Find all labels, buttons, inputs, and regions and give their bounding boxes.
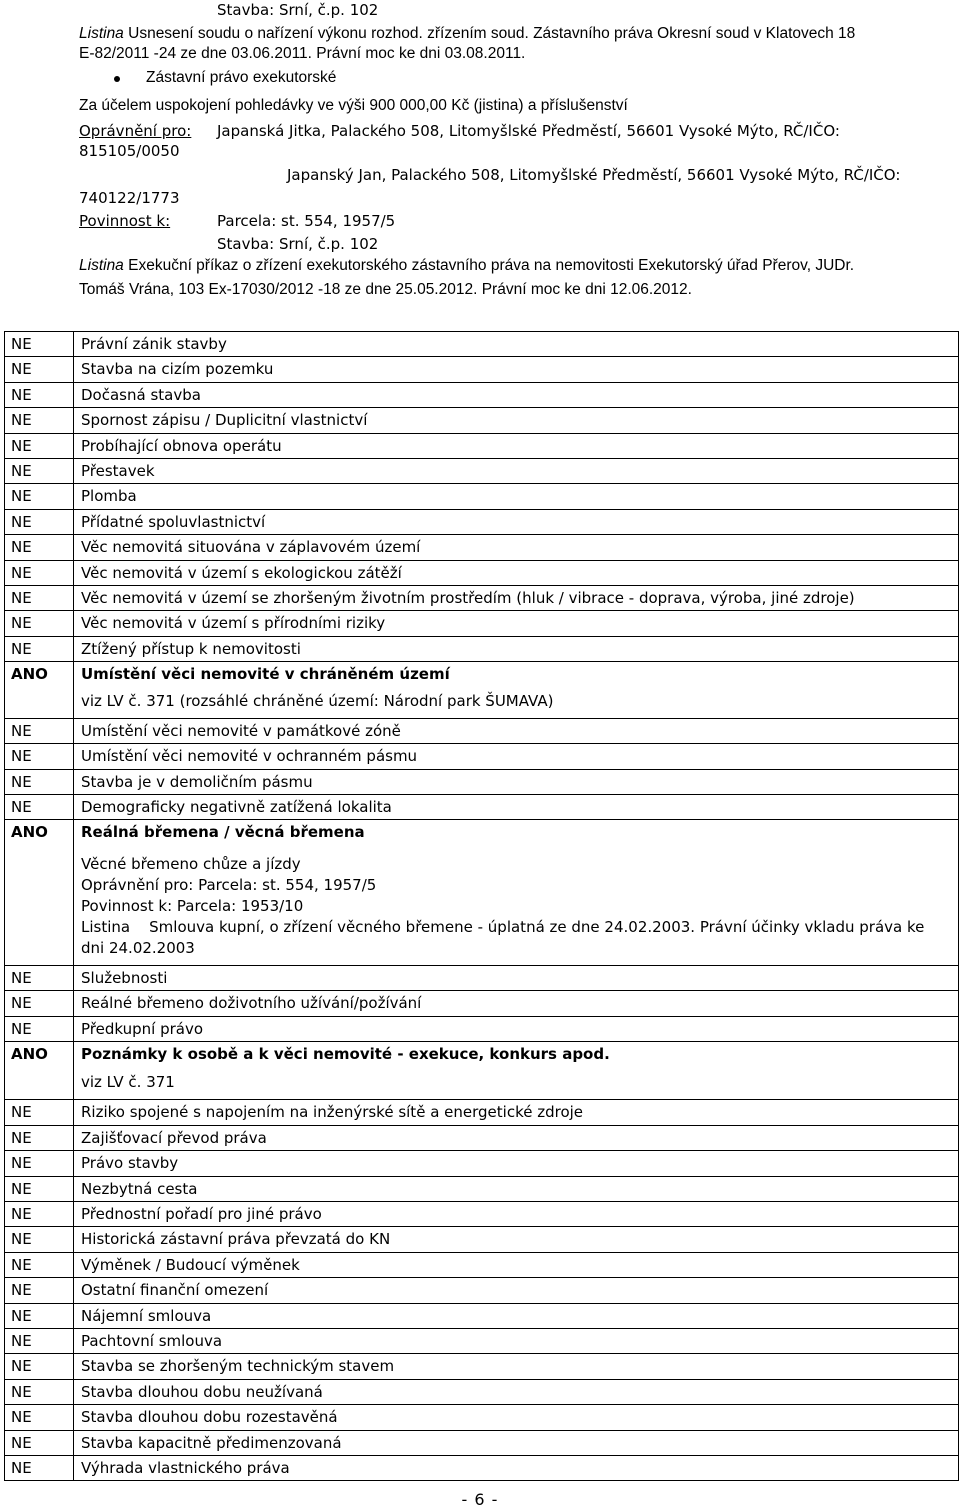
table-row bbox=[5, 1227, 959, 1252]
table-row bbox=[5, 1016, 959, 1041]
item-cell: Zajišťovací převod práva bbox=[74, 1125, 959, 1150]
table-row bbox=[5, 965, 959, 990]
flag-cell: NE bbox=[5, 611, 74, 636]
flag-cell: NE bbox=[5, 744, 74, 769]
table-row bbox=[5, 509, 959, 534]
listina-text-cont: Tomáš Vrána, 103 Ex-17030/2012 -18 ze dne 25.05.2012. Právní moc ke dni 12.06.2012. bbox=[79, 281, 692, 298]
item-cell: Pachtovní smlouva bbox=[74, 1329, 959, 1354]
item-cell: Služebnosti bbox=[74, 965, 959, 990]
item-cell: Stavba na cizím pozemku bbox=[74, 357, 959, 382]
table-row bbox=[5, 433, 959, 458]
table-row bbox=[5, 1125, 959, 1150]
table-row bbox=[5, 535, 959, 560]
item-cell: Věc nemovitá situována v záplavovém území bbox=[74, 535, 959, 560]
listina-text-cont: E-82/2011 -24 ze dne 03.06.2011. Právní moc ke dni 03.08.2011. bbox=[79, 45, 526, 62]
item-cell: Nájemní smlouva bbox=[74, 1303, 959, 1328]
flag-cell: NE bbox=[5, 433, 74, 458]
table-row bbox=[5, 1303, 959, 1328]
item-label: Poznámky k osobě a k věci nemovité - exekuce, konkurs apod. bbox=[81, 1044, 610, 1063]
item-cell: Stavba dlouhou dobu rozestavěná bbox=[74, 1405, 959, 1430]
table-row bbox=[5, 991, 959, 1016]
flag-cell: NE bbox=[5, 718, 74, 743]
flag-cell: NE bbox=[5, 1354, 74, 1379]
listina-text: Usnesení soudu o nařízení výkonu rozhod. zřízením soud. Zástavního práva Okresní soud v Klatovech 18 bbox=[128, 25, 856, 42]
item-note: Věcné břemeno chůze a jízdy Oprávnění pro: Parcela: st. 554, 1957/5 Povinnost k: Parcela: 1953/10 Listina Smlouva kupní, o zřízení věcného břemene - úplatná ze dne 24.02.2003. Právní účinky vkladu práva ke dni 24.02.2003 bbox=[81, 854, 930, 957]
flag-cell: ANO bbox=[5, 1041, 74, 1099]
table-row bbox=[5, 636, 959, 661]
flag-cell: NE bbox=[5, 1016, 74, 1041]
table-row bbox=[5, 1176, 959, 1201]
table-row-protected-area bbox=[5, 662, 959, 718]
flag-cell: NE bbox=[5, 991, 74, 1016]
item-cell: Předkupní právo bbox=[74, 1016, 959, 1041]
opravneni-2: Japanský Jan, Palackého 508, Litomyšlské Předměstí, 56601 Vysoké Mýto, RČ/IČO: bbox=[287, 166, 901, 184]
item-note: viz LV č. 371 (rozsáhlé chráněné území: Národní park ŠUMAVA) bbox=[81, 691, 554, 710]
item-cell: Stavba se zhoršeným technickým stavem bbox=[74, 1354, 959, 1379]
table-row bbox=[5, 1456, 959, 1481]
item-note: viz LV č. 371 bbox=[81, 1073, 175, 1092]
povinnost-value: Parcela: st. 554, 1957/5 bbox=[217, 212, 396, 230]
table-row bbox=[5, 560, 959, 585]
item-label: Reálná břemena / věcná břemena bbox=[81, 823, 365, 842]
item-cell: Přednostní pořadí pro jiné právo bbox=[74, 1201, 959, 1226]
item-cell: Reálné břemeno doživotního užívání/požívání bbox=[74, 991, 959, 1016]
item-cell: Historická zástavní práva převzatá do KN bbox=[74, 1227, 959, 1252]
table-row bbox=[5, 1100, 959, 1125]
item-cell: Probíhající obnova operátu bbox=[74, 433, 959, 458]
flag-cell: NE bbox=[5, 1278, 74, 1303]
item-cell: Věc nemovitá v území se zhoršeným životním prostředím (hluk / vibrace - doprava, výroba, jiné zdroje) bbox=[74, 586, 959, 611]
item-cell: Právní zánik stavby bbox=[74, 332, 959, 357]
table-row bbox=[5, 1151, 959, 1176]
opravneni-2-id: 740122/1773 bbox=[79, 189, 180, 207]
item-cell: Ztížený přístup k nemovitosti bbox=[74, 636, 959, 661]
flag-cell: NE bbox=[5, 535, 74, 560]
table-row bbox=[5, 611, 959, 636]
table-row bbox=[5, 382, 959, 407]
table-row bbox=[5, 1252, 959, 1277]
item-cell: Přestavek bbox=[74, 459, 959, 484]
flag-cell: NE bbox=[5, 1201, 74, 1226]
flag-cell: NE bbox=[5, 769, 74, 794]
item-cell: Plomba bbox=[74, 484, 959, 509]
table-row-notes-person bbox=[5, 1041, 959, 1099]
purpose-text: Za účelem uspokojení pohledávky ve výši 900 000,00 Kč (jistina) a příslušenství bbox=[79, 97, 628, 114]
flag-cell: NE bbox=[5, 1329, 74, 1354]
item-cell: Umístění věci nemovité v ochranném pásmu bbox=[74, 744, 959, 769]
opravneni-label: Oprávnění pro: bbox=[79, 122, 192, 140]
item-label: Umístění věci nemovité v chráněném území bbox=[81, 665, 450, 684]
item-cell: Nezbytná cesta bbox=[74, 1176, 959, 1201]
checklist-table bbox=[4, 331, 959, 1481]
flag-cell: NE bbox=[5, 484, 74, 509]
flag-cell: NE bbox=[5, 1100, 74, 1125]
table-row bbox=[5, 1278, 959, 1303]
flag-cell: ANO bbox=[5, 662, 74, 718]
flag-cell: NE bbox=[5, 586, 74, 611]
item-cell bbox=[74, 662, 959, 718]
table-row-burdens bbox=[5, 820, 959, 965]
item-cell: Výměnek / Budoucí výměnek bbox=[74, 1252, 959, 1277]
table-row bbox=[5, 586, 959, 611]
flag-cell: NE bbox=[5, 332, 74, 357]
listina-entry-2 bbox=[79, 256, 854, 276]
flag-cell: NE bbox=[5, 459, 74, 484]
table-row bbox=[5, 1405, 959, 1430]
table-row bbox=[5, 1201, 959, 1226]
povinnost-label: Povinnost k: bbox=[79, 212, 171, 230]
item-cell bbox=[74, 820, 959, 965]
flag-cell: NE bbox=[5, 509, 74, 534]
item-cell: Dočasná stavba bbox=[74, 382, 959, 407]
item-cell: Výhrada vlastnického práva bbox=[74, 1456, 959, 1481]
opravneni-1: Japanská Jitka, Palackého 508, Litomyšlské Předměstí, 56601 Vysoké Mýto, RČ/IČO: bbox=[217, 122, 840, 140]
flag-cell: NE bbox=[5, 382, 74, 407]
table-row bbox=[5, 459, 959, 484]
table-row bbox=[5, 744, 959, 769]
item-cell: Právo stavby bbox=[74, 1151, 959, 1176]
opravneni-1-id: 815105/0050 bbox=[79, 142, 180, 160]
table-row bbox=[5, 1329, 959, 1354]
flag-cell: NE bbox=[5, 1252, 74, 1277]
stavba-line-2: Stavba: Srní, č.p. 102 bbox=[217, 235, 379, 253]
flag-cell: NE bbox=[5, 1151, 74, 1176]
flag-cell: NE bbox=[5, 1176, 74, 1201]
table-row bbox=[5, 769, 959, 794]
listina-label: Listina bbox=[79, 257, 124, 274]
table-row bbox=[5, 718, 959, 743]
table-row bbox=[5, 484, 959, 509]
flag-cell: NE bbox=[5, 357, 74, 382]
bullet-title: Zástavní právo exekutorské bbox=[146, 69, 337, 86]
item-cell: Věc nemovitá v území s přírodními riziky bbox=[74, 611, 959, 636]
flag-cell: NE bbox=[5, 636, 74, 661]
item-cell: Stavba dlouhou dobu neužívaná bbox=[74, 1379, 959, 1404]
flag-cell: NE bbox=[5, 1379, 74, 1404]
item-cell: Umístění věci nemovité v památkové zóně bbox=[74, 718, 959, 743]
item-cell: Stavba kapacitně předimenzovaná bbox=[74, 1430, 959, 1455]
stavba-line: Stavba: Srní, č.p. 102 bbox=[217, 1, 379, 19]
flag-cell: NE bbox=[5, 1227, 74, 1252]
flag-cell: NE bbox=[5, 560, 74, 585]
table-row bbox=[5, 1430, 959, 1455]
item-cell: Věc nemovitá v území s ekologickou zátěží bbox=[74, 560, 959, 585]
table-row bbox=[5, 332, 959, 357]
flag-cell: NE bbox=[5, 1125, 74, 1150]
item-cell: Přídatné spoluvlastnictví bbox=[74, 509, 959, 534]
bullet-icon bbox=[114, 76, 120, 82]
item-cell: Riziko spojené s napojením na inženýrské sítě a energetické zdroje bbox=[74, 1100, 959, 1125]
table-row bbox=[5, 357, 959, 382]
flag-cell: NE bbox=[5, 408, 74, 433]
table-row bbox=[5, 1354, 959, 1379]
listina-text: Exekuční příkaz o zřízení exekutorského zástavního práva na nemovitosti Exekutorský úřad Přerov, JUDr. bbox=[128, 257, 855, 274]
flag-cell: NE bbox=[5, 965, 74, 990]
item-cell bbox=[74, 1041, 959, 1099]
flag-cell: NE bbox=[5, 1430, 74, 1455]
listina-label: Listina bbox=[79, 25, 124, 42]
table-row bbox=[5, 1379, 959, 1404]
listina-entry-1 bbox=[79, 24, 855, 44]
flag-cell: NE bbox=[5, 794, 74, 819]
flag-cell: ANO bbox=[5, 820, 74, 965]
table-row bbox=[5, 408, 959, 433]
table-row bbox=[5, 794, 959, 819]
page-number: - 6 - bbox=[461, 1490, 499, 1509]
item-cell: Spornost zápisu / Duplicitní vlastnictví bbox=[74, 408, 959, 433]
flag-cell: NE bbox=[5, 1456, 74, 1481]
item-cell: Demograficky negativně zatížená lokalita bbox=[74, 794, 959, 819]
flag-cell: NE bbox=[5, 1303, 74, 1328]
item-cell: Ostatní finanční omezení bbox=[74, 1278, 959, 1303]
flag-cell: NE bbox=[5, 1405, 74, 1430]
item-cell: Stavba je v demoličním pásmu bbox=[74, 769, 959, 794]
